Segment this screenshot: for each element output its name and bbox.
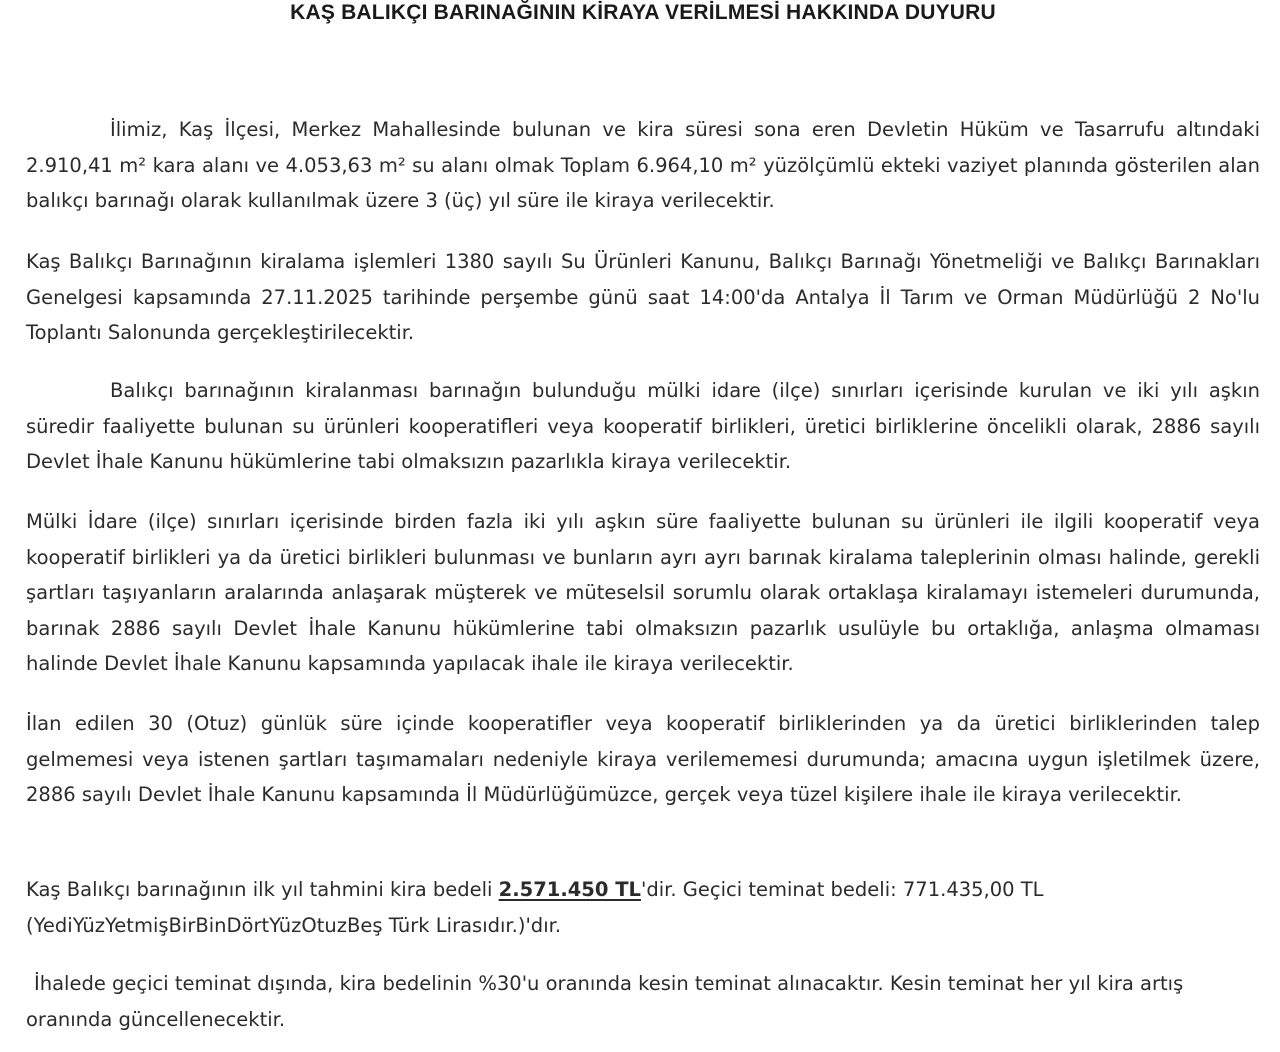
rent-prefix: Kaş Balıkçı barınağının ilk yıl tahmini kira bedeli bbox=[26, 878, 499, 901]
rent-suffix-line2: (YediYüzYetmişBirBinDörtYüzOtuzBeş Türk Lirasıdır.)'dır. bbox=[26, 913, 562, 937]
guarantee-line2: oranında güncellenecektir. bbox=[26, 1007, 286, 1031]
paragraph-no-demand: İlan edilen 30 (Otuz) günlük süre içinde kooperatifler veya kooperatif birliklerinden ya da üretici birliklerinden talep gelmemesi veya istenen şartları taşımamaları nedeniyle kiraya verilememesi durumunda; amacına uygun işletilmek üzere, 2886 sayılı Devlet İhale Kanunu kapsamında İl Müdürlüğümüzce, gerçek veya tüzel kişilere ihale ile kiraya verilecektir. bbox=[26, 712, 1260, 806]
paragraph-location: İlimiz, Kaş İlçesi, Merkez Mahallesinde bulunan ve kira süresi sona eren Devletin Hüküm ve Tasarrufu altındaki 2.910,41 m² kara alanı ve 4.053,63 m² su alanı olmak Toplam 6.964,10 m² yüzölçümlü ekteki vaziyet planında gösterilen alan balıkçı barınağı olarak kullanılmak üzere 3 (üç) yıl süre ile kiraya verilecektir. bbox=[26, 118, 1260, 212]
paragraph-priority: Balıkçı barınağının kiralanması barınağın bulunduğu mülki idare (ilçe) sınırları içerisinde kurulan ve iki yılı aşkın süredir faaliyette bulunan su ürünleri kooperatifleri veya kooperatif birlikleri, üretici birliklerine öncelikli olarak, 2886 sayılı Devlet İhale Kanunu hükümlerine tabi olmaksızın pazarlıkla kiraya verilecektir. bbox=[26, 379, 1260, 473]
guarantee-line1: İhalede geçici teminat dışında, kira bedelinin %30'u oranında kesin teminat alınacaktır. Kesin teminat her yıl kira artış bbox=[34, 972, 1184, 995]
paragraph-guarantee bbox=[26, 966, 1260, 1037]
rent-amount: 2.571.450 TL bbox=[498, 878, 641, 901]
paragraph-rent bbox=[26, 872, 1260, 943]
announcement-title: KAŞ BALIKÇI BARINAĞININ KİRAYA VERİLMESİ HAKKINDA DUYURU bbox=[290, 1, 996, 24]
paragraph-procedure: Kaş Balıkçı Barınağının kiralama işlemleri 1380 sayılı Su Ürünleri Kanunu, Balıkçı Barınağı Yönetmeliği ve Balıkçı Barınakları Genelgesi kapsamında 27.11.2025 tarihinde perşembe günü saat 14:00'da Antalya İl Tarım ve Orman Müdürlüğü 2 No'lu Toplantı Salonunda gerçekleştirilecektir. bbox=[26, 250, 1260, 344]
paragraph-multiple-cooperatives: Mülki İdare (ilçe) sınırları içerisinde birden fazla iki yılı aşkın süre faaliyette bulunan su ürünleri ile ilgili kooperatif veya kooperatif birlikleri ya da üretici birlikleri bulunması ve bunların ayrı ayrı barınak kiralama taleplerinin olması halinde, gerekli şartları taşıyanların aralarında anlaşarak müşterek ve müteselsil sorumlu olarak ortaklaşa kiralamayı istemeleri durumunda, barınak 2886 sayılı Devlet İhale Kanunu hükümlerine tabi olmaksızın pazarlık usulüyle bu ortaklığa, anlaşma olmaması halinde Devlet İhale Kanunu kapsamında yapılacak ihale ile kiraya verilecektir. bbox=[26, 510, 1260, 675]
rent-suffix-line1: 'dir. Geçici teminat bedeli: 771.435,00 TL bbox=[640, 878, 1044, 901]
